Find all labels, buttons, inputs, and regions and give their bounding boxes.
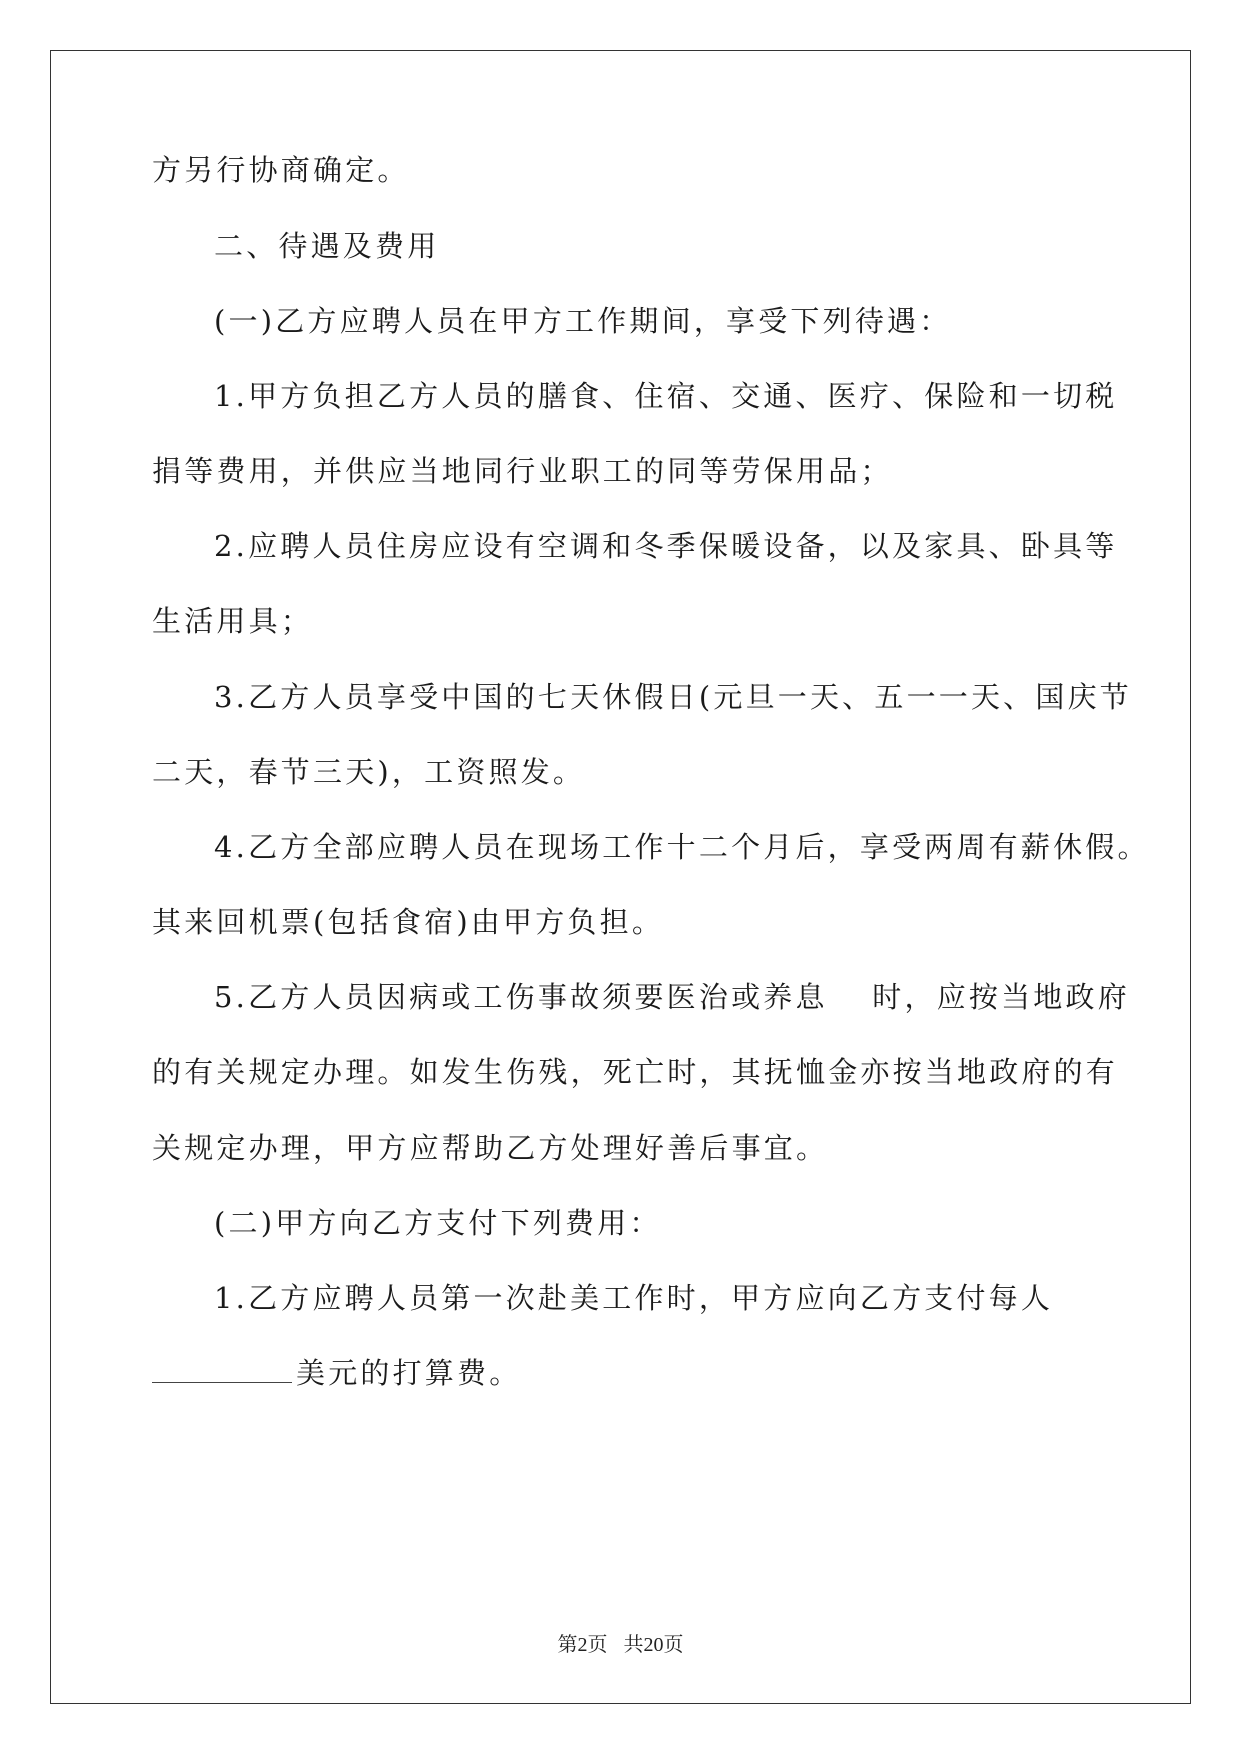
page-total: 共20页 bbox=[623, 1634, 684, 1656]
text-line: 生活用具； bbox=[152, 604, 314, 638]
page-border bbox=[50, 50, 1191, 1704]
text-line: 3.乙方人员享受中国的七天休假日(元旦一天、五一一天、国庆节 bbox=[214, 680, 1132, 714]
page-footer bbox=[0, 1628, 1241, 1657]
text-fragment: 美元的打算费。 bbox=[296, 1356, 522, 1390]
subsection-heading: (二)甲方向乙方支付下列费用： bbox=[214, 1206, 662, 1240]
section-heading: 二、待遇及费用 bbox=[214, 229, 440, 263]
text-line-with-blank bbox=[152, 1355, 521, 1391]
subsection-heading: (一)乙方应聘人员在甲方工作期间，享受下列待遇： bbox=[214, 304, 952, 338]
text-line: 5.乙方人员因病或工伤事故须要医治或养息 时，应按当地政府 bbox=[214, 980, 1130, 1014]
text-line: 方另行协商确定。 bbox=[152, 153, 410, 187]
text-line: 其来回机票(包括食宿)由甲方负担。 bbox=[152, 905, 665, 939]
text-line: 二天，春节三天)，工资照发。 bbox=[152, 755, 586, 789]
text-line: 捐等费用，并供应当地同行业职工的同等劳保用品； bbox=[152, 454, 893, 488]
text-line: 4.乙方全部应聘人员在现场工作十二个月后，享受两周有薪休假。 bbox=[214, 830, 1150, 864]
text-line: 2.应聘人员住房应设有空调和冬季保暖设备，以及家具、卧具等 bbox=[214, 529, 1118, 563]
page-number: 第2页 bbox=[557, 1634, 608, 1656]
text-line: 1.甲方负担乙方人员的膳食、住宿、交通、医疗、保险和一切税 bbox=[214, 379, 1118, 413]
text-line: 的有关规定办理。如发生伤残，死亡时，其抚恤金亦按当地政府的有 bbox=[152, 1055, 1119, 1089]
text-line: 关规定办理，甲方应帮助乙方处理好善后事宜。 bbox=[152, 1131, 829, 1165]
fill-in-blank bbox=[152, 1356, 292, 1383]
text-line: 1.乙方应聘人员第一次赴美工作时，甲方应向乙方支付每人 bbox=[214, 1281, 1054, 1315]
